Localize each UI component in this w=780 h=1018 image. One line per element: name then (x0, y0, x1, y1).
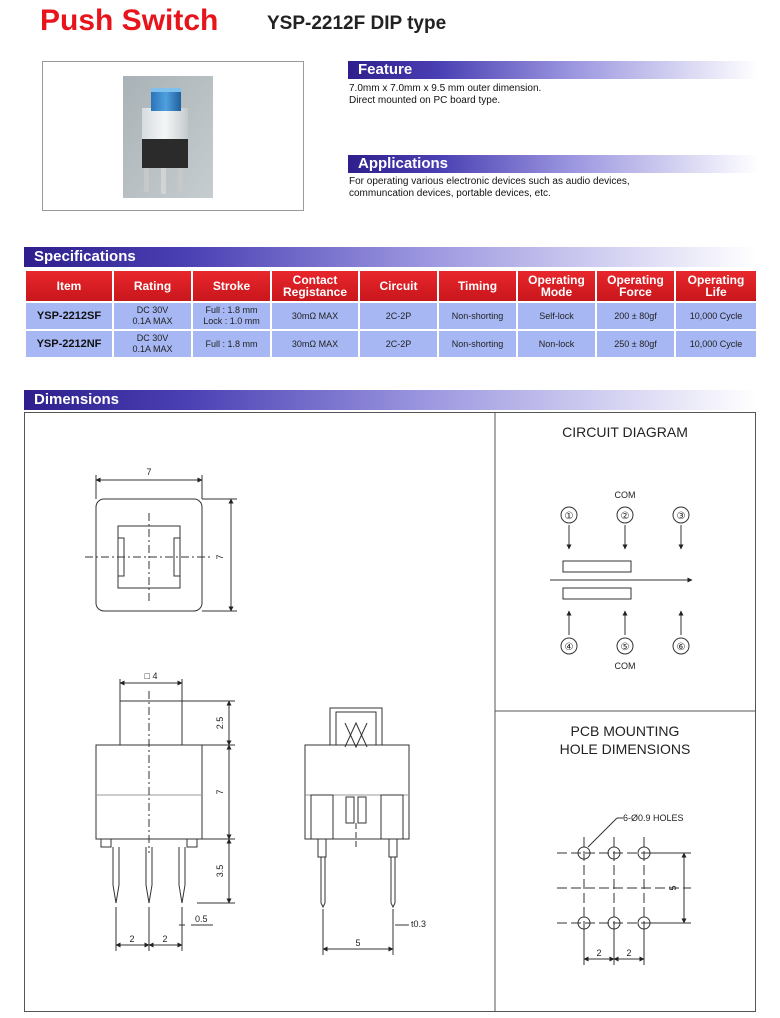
dim-pitch-1: 2 (129, 934, 135, 944)
col-timing: Timing (439, 271, 516, 301)
cell-life: 10,000 Cycle (676, 331, 756, 357)
cell-stroke (193, 303, 270, 329)
dimensions-panel (24, 412, 756, 1012)
cell-mode: Non-lock (518, 331, 595, 357)
feature-heading: Feature (348, 61, 758, 79)
stroke-line: Full : 1.8 mm (205, 305, 258, 315)
col-life: Operating Life (676, 271, 756, 301)
col-force: Operating Force (597, 271, 674, 301)
cell-contact: 30mΩ MAX (272, 331, 358, 357)
col-item: Item (26, 271, 112, 301)
terminal-3: ③ (676, 511, 686, 522)
terminal-2: ② (620, 511, 630, 522)
table-row (26, 331, 756, 357)
terminal-6: ⑥ (676, 642, 686, 653)
col-contact: Contact Registance (272, 271, 358, 301)
dim-thickness: t0.3 (411, 919, 427, 929)
cell-force: 200 ± 80gf (597, 303, 674, 329)
rating-line: DC 30V (136, 305, 169, 315)
pcb-title-line-1: PCB MOUNTING (570, 723, 680, 739)
terminal-4: ④ (564, 642, 574, 653)
col-circuit: Circuit (360, 271, 437, 301)
cell-circuit: 2C-2P (360, 303, 437, 329)
stroke-line: Full : 1.8 mm (205, 338, 258, 349)
dimensions-heading: Dimensions (24, 390, 756, 410)
rating-line: 0.1A MAX (132, 316, 173, 326)
com-label-top: COM (614, 490, 636, 500)
feature-line-1: 7.0mm x 7.0mm x 9.5 mm outer dimension. (349, 83, 542, 94)
rating-line: DC 30V (136, 333, 169, 343)
rating-line: 0.1A MAX (132, 344, 173, 354)
terminal-1: ① (564, 511, 574, 522)
cell-item: YSP-2212NF (26, 331, 112, 357)
dim-top-height: 7 (215, 554, 225, 560)
cell-life: 10,000 Cycle (676, 303, 756, 329)
model-subtitle: YSP-2212F DIP type (267, 13, 447, 34)
cell-contact: 30mΩ MAX (272, 303, 358, 329)
applications-line-1: For operating various electronic devices such as audio devices, (349, 176, 630, 187)
cell-timing: Non-shorting (439, 331, 516, 357)
dim-body-height: 7 (215, 789, 225, 795)
pcb-row-spacing: 5 (668, 885, 678, 891)
pcb-title-line-2: HOLE DIMENSIONS (559, 741, 691, 757)
cell-item: YSP-2212SF (26, 303, 112, 329)
dim-side-width: 5 (355, 938, 361, 948)
dim-top-width: 7 (146, 467, 152, 477)
cell-circuit: 2C-2P (360, 331, 437, 357)
pcb-pitch-1: 2 (596, 948, 602, 958)
table-row (26, 303, 756, 329)
cell-stroke (193, 331, 270, 357)
applications-line-2: communcation devices, portable devices, etc. (349, 188, 551, 199)
applications-heading: Applications (348, 155, 758, 173)
dim-pin-height: 3.5 (215, 864, 225, 878)
dimensions-drawing (25, 413, 755, 1011)
specifications-heading: Specifications (24, 247, 756, 267)
dim-plunger-height: 2.5 (215, 716, 225, 730)
product-photo (42, 61, 304, 211)
pcb-pitch-2: 2 (626, 948, 632, 958)
col-mode: Operating Mode (518, 271, 595, 301)
col-rating: Rating (114, 271, 191, 301)
page-title: Push Switch (40, 4, 219, 37)
feature-line-2: Direct mounted on PC board type. (349, 95, 501, 106)
dim-pin-width: 0.5 (195, 914, 208, 924)
cell-rating (114, 331, 191, 357)
cell-mode: Self-lock (518, 303, 595, 329)
spec-header-row (26, 271, 756, 301)
circuit-diagram-title: CIRCUIT DIAGRAM (562, 424, 688, 440)
switch-photo-illustration (43, 62, 303, 210)
pcb-holes-label: 6-Ø0.9 HOLES (623, 813, 684, 823)
stroke-line: Lock : 1.0 mm (203, 316, 260, 326)
col-stroke: Stroke (193, 271, 270, 301)
cell-rating (114, 303, 191, 329)
dim-pitch-2: 2 (162, 934, 168, 944)
terminal-5: ⑤ (620, 642, 630, 653)
cell-timing: Non-shorting (439, 303, 516, 329)
dim-plunger: □ 4 (144, 671, 158, 681)
cell-force: 250 ± 80gf (597, 331, 674, 357)
com-label-bottom: COM (614, 661, 636, 671)
specifications-table (24, 269, 758, 359)
